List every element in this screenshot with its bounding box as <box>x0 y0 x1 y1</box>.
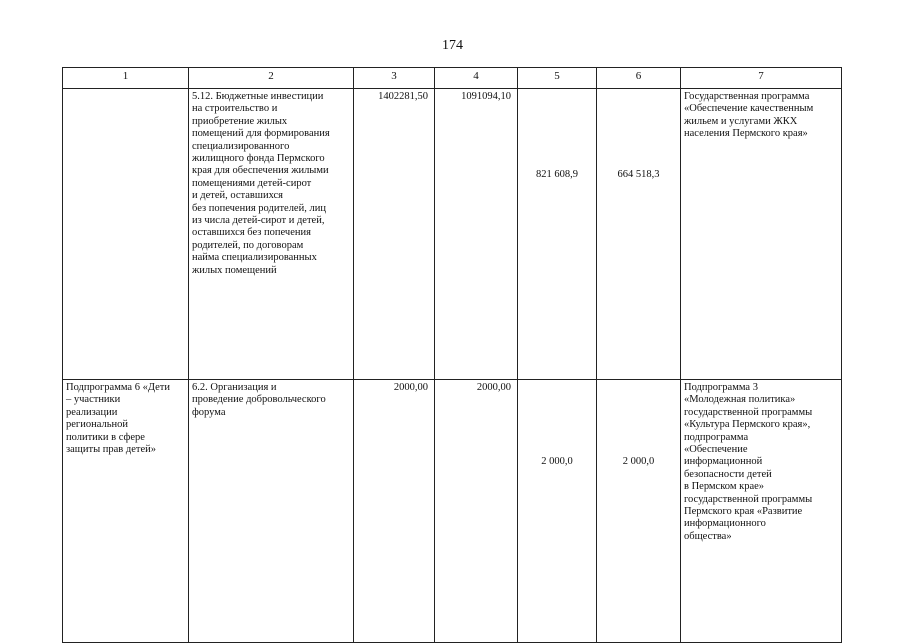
amount-cell: 1402281,50 <box>354 89 435 380</box>
budget-table <box>62 67 842 643</box>
measure-cell: 6.2. Организация и проведение добровольческого форума <box>189 380 354 643</box>
table-header-row <box>63 68 842 89</box>
amount-cell: 1091094,10 <box>435 89 518 380</box>
header-cell: 3 <box>354 68 435 89</box>
program-cell: Подпрограмма 6 «Дети – участники реализации региональной политики в сфере защиты прав детей» <box>63 380 189 643</box>
amount-cell: 2 000,0 <box>597 380 681 643</box>
header-cell: 1 <box>63 68 189 89</box>
amount-cell: 664 518,3 <box>597 89 681 380</box>
table-row <box>63 380 842 643</box>
header-cell: 5 <box>518 68 597 89</box>
state-program-cell: Подпрограмма 3 «Молодежная политика» государственной программы «Культура Пермского края», подпрограмма «Обеспечение информационной безопасности детей в Пермском крае» государственной программы Пермского края «Развитие информационного общества» <box>681 380 842 643</box>
header-cell: 6 <box>597 68 681 89</box>
header-cell: 7 <box>681 68 842 89</box>
amount-cell: 2 000,0 <box>518 380 597 643</box>
program-cell <box>63 89 189 380</box>
measure-cell: 5.12. Бюджетные инвестиции на строительство и приобретение жилых помещений для формирования специализированного жилищного фонда Пермского края для обеспечения жилыми помещениями детей-сирот и детей, оставшихся без попечения родителей, лиц из числа детей-сирот и детей, оставшихся без попечения родителей, по договорам найма специализированных жилых помещений <box>189 89 354 380</box>
header-cell: 4 <box>435 68 518 89</box>
amount-cell: 2000,00 <box>354 380 435 643</box>
amount-cell: 821 608,9 <box>518 89 597 380</box>
table-row <box>63 89 842 380</box>
amount-cell: 2000,00 <box>435 380 518 643</box>
page-number: 174 <box>442 38 463 53</box>
header-cell: 2 <box>189 68 354 89</box>
state-program-cell: Государственная программа «Обеспечение качественным жильем и услугами ЖКХ населения Пермского края» <box>681 89 842 380</box>
